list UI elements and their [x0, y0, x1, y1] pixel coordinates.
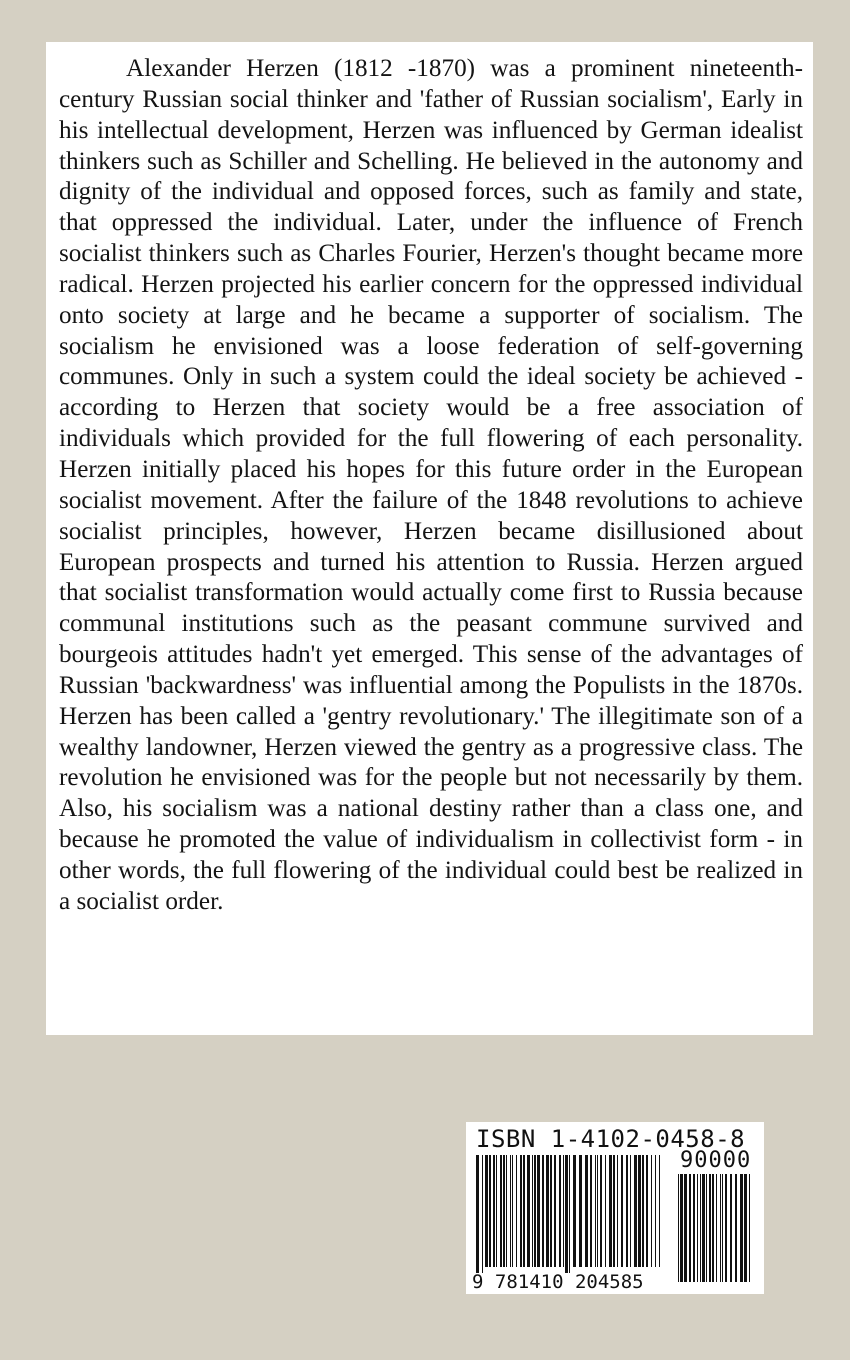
barcode-bar [735, 1174, 737, 1282]
barcode-bar [590, 1155, 592, 1267]
barcode-bar [678, 1174, 679, 1282]
barcode-bar [621, 1155, 623, 1267]
barcode-bar [542, 1155, 544, 1267]
barcode-bar [700, 1174, 701, 1282]
barcode-bar [600, 1155, 602, 1267]
barcode-bar [585, 1155, 588, 1267]
barcode-bar [503, 1155, 505, 1267]
barcode-bar [496, 1155, 497, 1267]
blurb-panel [46, 42, 813, 1035]
barcode-bar [565, 1155, 568, 1273]
barcode-bar [716, 1174, 717, 1282]
price-addon-barcode [678, 1174, 752, 1288]
barcode-bar [655, 1155, 656, 1267]
barcode-bar [546, 1155, 549, 1267]
barcode-bar [523, 1155, 525, 1267]
isbn-label: ISBN 1-4102-0458-8 [476, 1125, 746, 1153]
barcode-bar [634, 1155, 637, 1267]
barcode-panel [466, 1122, 764, 1294]
barcode-bar [617, 1155, 618, 1267]
barcode-bar [579, 1155, 582, 1267]
barcode-bar [646, 1155, 648, 1267]
barcode-bar [569, 1155, 570, 1273]
barcode-bar [516, 1155, 517, 1267]
barcode-bar [638, 1155, 641, 1267]
barcode-bar [706, 1174, 707, 1282]
barcode-bar [689, 1174, 691, 1282]
ean-barcode [476, 1155, 664, 1273]
barcode-bar [520, 1155, 522, 1267]
barcode-bar [489, 1155, 491, 1267]
barcode-bar [626, 1155, 628, 1267]
barcode-bar [512, 1155, 513, 1267]
barcode-bar [740, 1174, 743, 1282]
barcode-bar [510, 1155, 511, 1267]
barcode-bar [476, 1155, 479, 1273]
barcode-bar [563, 1155, 564, 1267]
barcode-bar [527, 1155, 530, 1267]
barcode-bar [609, 1155, 612, 1267]
barcode-bar [651, 1155, 652, 1267]
barcode-bar [744, 1174, 747, 1282]
barcode-bar [534, 1155, 536, 1267]
barcode-bar [720, 1174, 721, 1282]
ean-digits: 9 781410 204585 [472, 1271, 644, 1293]
barcode-bar [749, 1174, 750, 1282]
barcode-bar [573, 1155, 576, 1267]
barcode-bar [485, 1155, 488, 1267]
barcode-bar [702, 1174, 705, 1282]
barcode-bar [597, 1155, 598, 1267]
barcode-bar [712, 1174, 714, 1282]
barcode-bar [559, 1155, 561, 1267]
barcode-bar [697, 1174, 698, 1282]
barcode-bar [730, 1174, 732, 1282]
barcode-bar [693, 1174, 695, 1282]
barcode-bar [537, 1155, 540, 1267]
barcode-bar [630, 1155, 631, 1267]
barcode-bar [550, 1155, 552, 1267]
barcode-bar [493, 1155, 495, 1267]
barcode-bar [659, 1155, 660, 1267]
barcode-bar [722, 1174, 723, 1282]
barcode-bar [595, 1155, 596, 1267]
barcode-bar [506, 1155, 507, 1267]
barcode-bar [605, 1155, 606, 1267]
barcode-bar [500, 1155, 502, 1267]
barcode-bar [725, 1174, 727, 1282]
barcode-bar [680, 1174, 683, 1282]
barcode-bar [532, 1155, 533, 1267]
barcode-bar [482, 1155, 483, 1273]
barcode-bar [709, 1174, 711, 1282]
barcode-bar [684, 1174, 687, 1282]
blurb-text: Alexander Herzen (1812 -1870) was a prominent nineteenth-century Russian social thinker and 'father of Russian socialism', Early in his intellectual development, Herzen was influenced by German idealist thinkers such as Schiller and Schelling. He believed in the autonomy and dignity of the individual and opposed forces, such as family and state, that oppressed the individual. Later, under the influence of French socialist thinkers such as Charles Fourier, Herzen's thought became more radical. Herzen projected his earlier concern for the oppressed individual onto society at large and he became a supporter of socialism. The socialism he envisioned was a loose federation of self-governing communes. Only in such a system could the ideal society be achieved - according to Herzen that society would be a free association of individuals which provided for the full flowering of each personality. Herzen initially placed his hopes for this future order in the European socialist movement. After the failure of the 1848 revolutions to achieve socialist principles, however, Herzen became disillusioned about European prospects and turned his attention to Russia. Herzen argued that socialist transformation would actually come first to Russia because communal institutions such as the peasant commune survived and bourgeois attitudes hadn't yet emerged. This sense of the advantages of Russian 'backwardness' was influential among the Populists in the 1870s. Herzen has been called a 'gentry revolutionary.' The illegitimate son of a wealthy landowner, Herzen viewed the gentry as a progressive class. The revolution he envisioned was for the people but not necessarily by them. Also, his socialism was a national destiny rather than a class one, and because he promoted the value of individualism in collectivist form - in other words, the full flowering of the individual could best be realized in a socialist order. [59, 55, 803, 915]
price-addon-digits: 90000 [680, 1148, 752, 1173]
barcode-bar [554, 1155, 556, 1267]
barcode-bar [613, 1155, 615, 1267]
barcode-bar [642, 1155, 644, 1267]
